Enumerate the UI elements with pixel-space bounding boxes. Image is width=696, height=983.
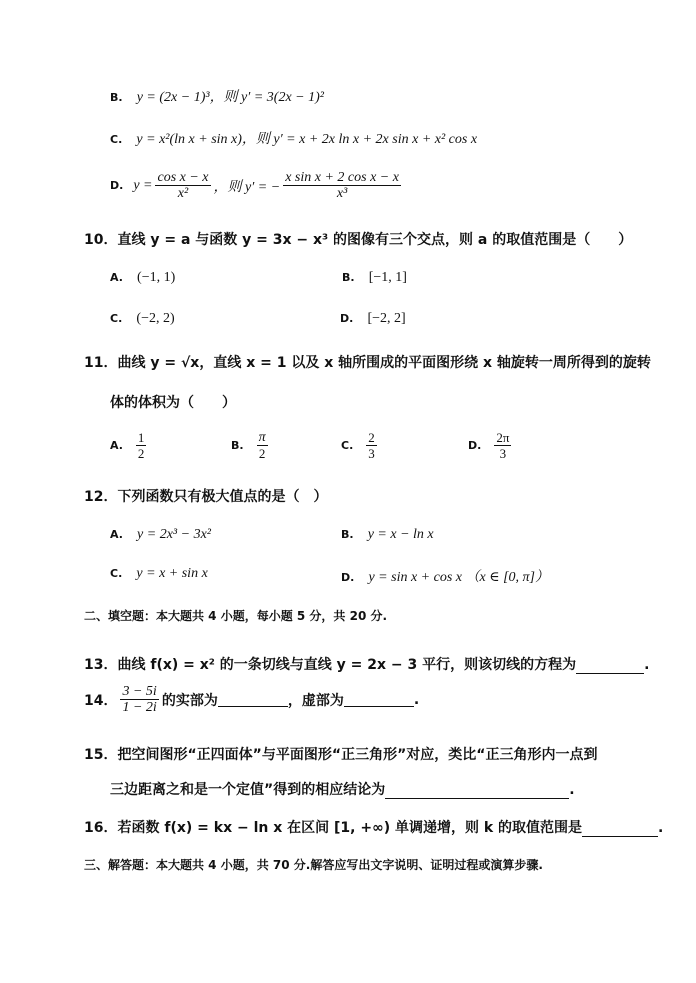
option-expression: y = (2x − 1)³，则 y′ = 3(2x − 1)² <box>136 90 324 105</box>
fraction <box>136 430 147 461</box>
option-label: A. <box>110 528 123 541</box>
option-expression: y = x − ln x <box>367 527 434 542</box>
option-expression: (−2, 2) <box>136 311 175 326</box>
q11-stem-line2: 体的体积为（ ） <box>110 395 236 411</box>
q11-stem-line1: 11．曲线 y = √x，直线 x = 1 以及 x 轴所围成的平面图形绕 x 轴旋转一周所得到的旋转 <box>84 355 651 371</box>
fraction <box>283 170 401 201</box>
option-label: B. <box>110 91 123 104</box>
fraction-denominator: x³ <box>336 186 348 201</box>
fraction-denominator: x² <box>177 186 189 201</box>
q11-option-b <box>231 430 271 461</box>
option-expression: (−1, 1) <box>137 270 176 285</box>
q14-prefix: 14． <box>84 692 118 709</box>
section-2-heading: 二、填空题：本大题共 4 小题，每小题 5 分，共 20 分. <box>84 609 388 623</box>
option-label: D. <box>341 571 355 584</box>
q16-end: . <box>658 820 664 836</box>
option-expression: y = x + sin x <box>136 566 208 581</box>
option-label: B. <box>231 439 244 452</box>
fraction <box>494 430 511 461</box>
fraction-numerator: 3 − 5i <box>122 684 157 699</box>
fraction-denominator: 2 <box>137 446 145 461</box>
q13-end: . <box>644 657 650 673</box>
fraction-numerator: 1 <box>137 430 145 445</box>
answer-blank[interactable] <box>576 659 644 674</box>
q11-option-c <box>341 430 380 461</box>
option-label: B. <box>342 271 355 284</box>
q9-option-c <box>110 128 477 148</box>
q12-option-c <box>110 566 208 582</box>
q10-option-c <box>110 311 175 327</box>
option-label: A. <box>110 271 123 284</box>
q9-option-d <box>110 170 404 201</box>
fraction-denominator: 2 <box>258 446 266 461</box>
q11-option-d <box>468 430 514 461</box>
fraction-numerator: cos x − x <box>157 170 209 185</box>
option-expression: y = sin x + cos x （x ∈ [0, π]） <box>368 570 549 585</box>
option-label: C. <box>341 439 354 452</box>
fraction-numerator: 2π <box>496 430 510 445</box>
option-label: B. <box>341 528 354 541</box>
q12-option-d <box>341 566 549 586</box>
q14-end: . <box>413 691 420 708</box>
option-label: C. <box>110 312 123 325</box>
answer-blank[interactable] <box>385 784 569 799</box>
fraction-denominator: 3 <box>368 446 375 461</box>
option-mid: ，则 y′ = − <box>213 179 281 195</box>
q12-stem: 12．下列函数只有极大值点的是（ ） <box>84 489 328 505</box>
fraction <box>257 430 268 461</box>
q9-option-b <box>110 86 324 106</box>
q10-stem: 10．直线 y = a 与函数 y = 3x − x³ 的图像有三个交点，则 a 的取值范围是（ ） <box>84 232 633 248</box>
q15-line2 <box>110 779 575 799</box>
section-3-heading: 三、解答题：本大题共 4 小题，共 70 分.解答应写出文字说明、证明过程或演算步骤. <box>84 858 543 872</box>
q10-option-a <box>110 270 175 286</box>
option-expression: [−1, 1] <box>368 270 407 285</box>
q12-option-a <box>110 527 211 543</box>
fraction-numerator: 2 <box>368 430 375 445</box>
option-label: C. <box>110 133 123 146</box>
q11-option-a <box>110 430 149 461</box>
q16-line <box>84 817 663 837</box>
q12-option-b <box>341 527 434 543</box>
q15-line1: 15．把空间图形“正四面体”与平面图形“正三角形”对应，类比“正三角形内一点到 <box>84 747 598 763</box>
fraction-numerator: x sin x + 2 cos x − x <box>285 170 399 185</box>
fraction <box>120 684 158 715</box>
option-expression: y = 2x³ − 3x² <box>137 527 211 542</box>
option-label: D. <box>110 179 124 192</box>
option-expression: [−2, 2] <box>367 311 406 326</box>
fraction-denominator: 3 <box>499 446 507 461</box>
option-label: C. <box>110 567 123 580</box>
option-expression: y = x²(ln x + sin x)，则 y′ = x + 2x ln x + 2x sin x + x² cos x <box>136 132 478 147</box>
option-lhs: y = <box>133 177 153 193</box>
q13-line <box>84 654 649 674</box>
answer-blank-imag[interactable] <box>344 692 414 707</box>
q10-option-d <box>340 311 406 327</box>
fraction <box>366 430 377 461</box>
q14-imag-part-text: ，虚部为 <box>287 692 344 709</box>
q15-text: 三边距离之和是一个定值”得到的相应结论为 <box>110 782 386 798</box>
q10-option-b <box>342 270 407 286</box>
q15-end: . <box>569 782 575 798</box>
q14-line <box>84 684 419 715</box>
fraction-denominator: 1 − 2i <box>122 700 157 715</box>
fraction <box>155 170 210 201</box>
answer-blank[interactable] <box>582 822 658 837</box>
option-label: D. <box>340 312 354 325</box>
q14-real-part-text: 的实部为 <box>161 692 218 709</box>
option-label: A. <box>110 439 123 452</box>
fraction-numerator: π <box>258 430 266 445</box>
answer-blank-real[interactable] <box>218 692 288 707</box>
option-label: D. <box>468 439 482 452</box>
q16-text: 16．若函数 f(x) = kx − ln x 在区间 [1, +∞) 单调递增，则 k 的取值范围是 <box>84 820 583 836</box>
q13-text: 13．曲线 f(x) = x² 的一条切线与直线 y = 2x − 3 平行，则该切线的方程为 <box>84 657 577 673</box>
